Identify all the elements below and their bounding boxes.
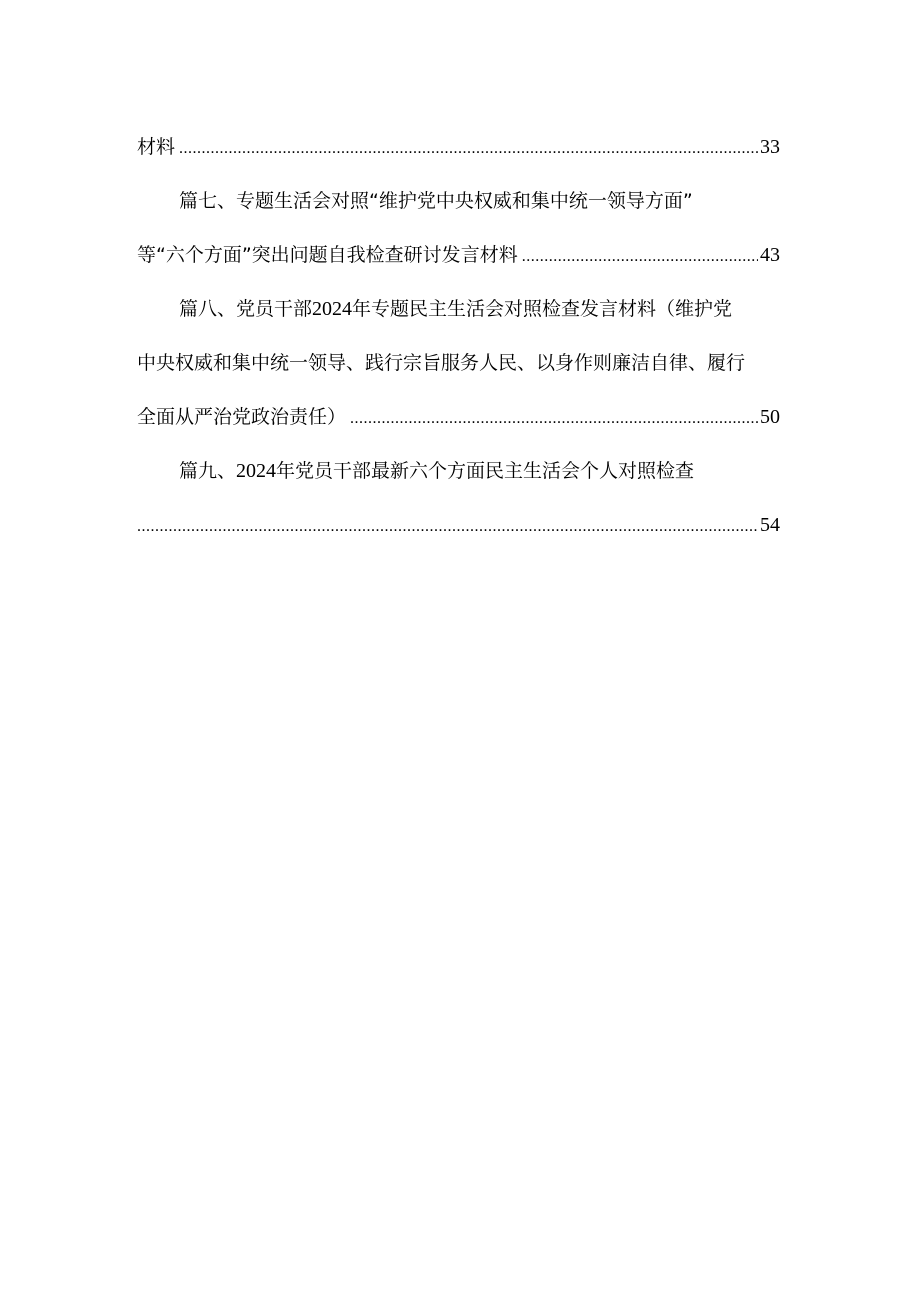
toc-entry-year: 2024	[236, 460, 277, 482]
toc-entry-9-line-2[interactable]	[137, 506, 780, 560]
toc-entry-text-part: 年党员干部最新六个方面民主生活会个人对照检查	[276, 460, 695, 482]
toc-leader-dots	[137, 508, 758, 546]
toc-entry-8-line-2[interactable]	[137, 344, 780, 398]
toc-entry-7-line-2[interactable]	[137, 236, 780, 290]
toc-leader-dots	[522, 238, 758, 276]
toc-leader-dots	[179, 130, 758, 168]
toc-leader-dots	[350, 400, 758, 438]
toc-entry-text-part: 篇九、	[179, 460, 237, 482]
toc-page-number: 50	[760, 406, 780, 428]
toc-entry-text: 材料	[137, 136, 176, 158]
toc-entry-text: 等“六个方面”突出问题自我检查研讨发言材料	[137, 244, 518, 266]
toc-page-number: 43	[760, 244, 780, 266]
toc-entry-text	[179, 290, 732, 328]
toc-entry-8-line-1[interactable]	[137, 290, 780, 344]
toc-entry-text: 篇七、专题生活会对照“维护党中央权威和集中统一领导方面”	[179, 190, 693, 212]
toc-page-number: 33	[760, 136, 780, 158]
toc-entry-text-part: 年专题民主生活会对照检查发言材料（维护党	[352, 298, 733, 320]
toc-entry-text: 中央权威和集中统一领导、践行宗旨服务人民、以身作则廉洁自律、履行	[137, 352, 746, 374]
toc-entry-text-part: 篇八、党员干部	[179, 298, 313, 320]
toc-entry-8-line-3[interactable]	[137, 398, 780, 452]
toc-entry-text: 全面从严治党政治责任）	[137, 406, 347, 428]
toc-entry-9-line-1[interactable]	[137, 452, 780, 506]
table-of-contents	[137, 128, 780, 560]
toc-entry-year: 2024	[312, 298, 353, 320]
toc-entry-6-tail[interactable]	[137, 128, 780, 182]
toc-entry-7-line-1[interactable]	[137, 182, 780, 236]
toc-page-number: 54	[760, 514, 780, 536]
toc-entry-text	[179, 452, 694, 490]
